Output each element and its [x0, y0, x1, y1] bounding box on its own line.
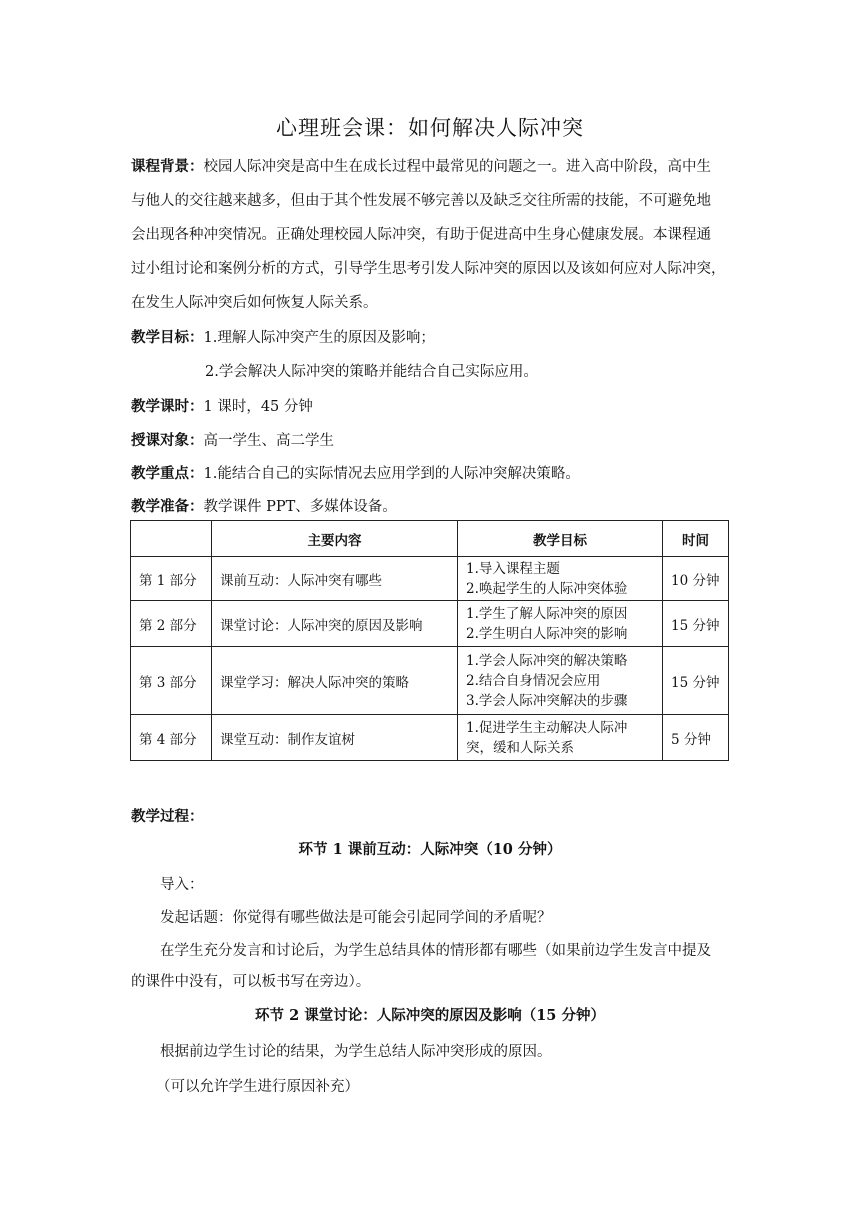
background-line-2: 与他人的交往越来越多，但由于其个性发展不够完善以及缺乏交往所需的技能，不可避免地: [131, 193, 711, 209]
section1-para-line-1: 在学生充分发言和讨论后，为学生总结具体的情形都有哪些（如果前边学生发言中提及: [160, 943, 711, 959]
prep-line: 教学准备：教学课件 PPT、多媒体设备。: [131, 498, 397, 515]
goal-cell: 1.学生了解人际冲突的原因 2.学生明白人际冲突的影响: [458, 601, 663, 647]
section1-heading: 环节 1 课前互动：人际冲突（10 分钟）: [298, 841, 562, 858]
content-cell: 课堂学习：解决人际冲突的策略: [212, 647, 458, 715]
audience-label: 授课对象：: [131, 432, 204, 449]
goal-cell: 1.学会人际冲突的解决策略 2.结合自身情况会应用 3.学会人际冲突解决的步骤: [458, 647, 663, 715]
time-cell: 15 分钟: [663, 601, 729, 647]
time-cell: 5 分钟: [663, 715, 729, 761]
page-title: 心理班会课：如何解决人际冲突: [276, 116, 584, 140]
table-header-cell: 时间: [663, 521, 729, 557]
table-row: [131, 557, 729, 601]
table-row: [131, 647, 729, 715]
background-line-4: 过小组讨论和案例分析的方式，引导学生思考引发人际冲突的原因以及该如何应对人际冲突，: [131, 261, 726, 277]
hours-label: 教学课时：: [131, 398, 204, 415]
background-line-1: 课程背景：校园人际冲突是高中生在成长过程中最常见的问题之一。进入高中阶段，高中生: [131, 158, 711, 175]
focus-label: 教学重点：: [131, 465, 204, 482]
time-cell: 10 分钟: [663, 557, 729, 601]
content-cell: 课堂互动：制作友谊树: [212, 715, 458, 761]
goals-line-1: 教学目标：1.理解人际冲突产生的原因及影响；: [131, 329, 435, 346]
part-cell: 第 2 部分: [131, 601, 212, 647]
table-header-cell: 教学目标: [458, 521, 663, 557]
section1-para-line-2: 的课件中没有，可以板书写在旁边）。: [131, 974, 371, 990]
table-header-cell: [131, 521, 212, 557]
table-row: [131, 715, 729, 761]
goals-line-2: 2.学会解决人际冲突的策略并能结合自己实际应用。: [205, 364, 538, 380]
background-label: 课程背景：: [131, 158, 204, 175]
goal-cell: 1.促进学生主动解决人际冲 突，缓和人际关系: [458, 715, 663, 761]
prep-label: 教学准备：: [131, 498, 204, 515]
time-cell: 15 分钟: [663, 647, 729, 715]
goal-cell: 1.导入课程主题 2.唤起学生的人际冲突体验: [458, 557, 663, 601]
focus-line: 教学重点：1.能结合自己的实际情况去应用学到的人际冲突解决策略。: [131, 465, 580, 482]
part-cell: 第 3 部分: [131, 647, 212, 715]
schedule-table: [130, 520, 729, 761]
section1-intro: 导入：: [160, 877, 204, 893]
hours-line: 教学课时：1 课时，45 分钟: [131, 398, 313, 415]
content-cell: 课堂讨论：人际冲突的原因及影响: [212, 601, 458, 647]
table-header-cell: 主要内容: [212, 521, 458, 557]
part-cell: 第 4 部分: [131, 715, 212, 761]
section2-note: （可以允许学生进行原因补充）: [156, 1079, 359, 1095]
background-line-3: 会出现各种冲突情况。正确处理校园人际冲突，有助于促进高中生身心健康发展。本课程通: [131, 227, 711, 243]
section1-question: 发起话题：你觉得有哪些做法是可能会引起同学间的矛盾呢？: [160, 910, 552, 926]
goals-label: 教学目标：: [131, 329, 204, 346]
table-row: [131, 601, 729, 647]
content-cell: 课前互动：人际冲突有哪些: [212, 557, 458, 601]
section2-heading: 环节 2 课堂讨论：人际冲突的原因及影响（15 分钟）: [255, 1007, 605, 1024]
section2-para: 根据前边学生讨论的结果，为学生总结人际冲突形成的原因。: [160, 1044, 552, 1060]
part-cell: 第 1 部分: [131, 557, 212, 601]
audience-line: 授课对象：高一学生、高二学生: [131, 432, 334, 449]
process-label: 教学过程：: [131, 808, 204, 825]
table-header-row: [131, 521, 729, 557]
background-line-5: 在发生人际冲突后如何恢复人际关系。: [131, 295, 378, 311]
